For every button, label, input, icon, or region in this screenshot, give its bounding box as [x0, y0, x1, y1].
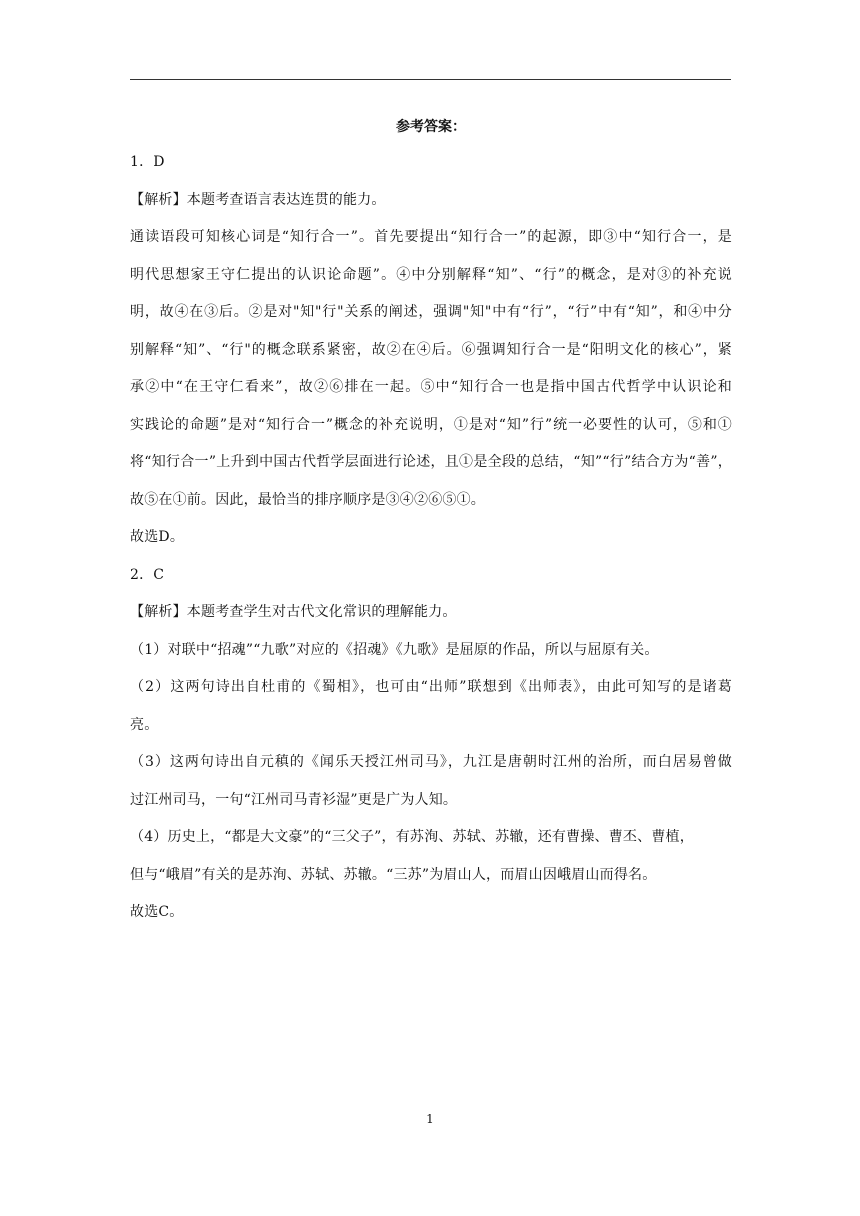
page-number: 1 [426, 1112, 434, 1126]
q1-analysis-line: 承②中“在王守仁看来”，故②⑥排在一起。⑤中“知行合一也是指中国古代哲学中认识论和 [130, 379, 732, 395]
q2-analysis-line: 过江州司马，一句“江州司马青衫湿”更是广为人知。 [130, 791, 458, 808]
question-2-answer: 2．C [130, 566, 165, 583]
page-title: 参考答案： [396, 119, 466, 135]
q2-analysis-line: （1）对联中“招魂”“九歌”对应的《招魂》《九歌》是屈原的作品，所以与屈原有关。 [130, 641, 659, 658]
q1-analysis-line: 实践论的命题”是对“知行合一”概念的补充说明，①是对“知”行”统一必要性的认可，⑤和① [130, 416, 732, 433]
header-rule [130, 79, 731, 80]
q1-analysis-line: 将“知行合一”上升到中国古代哲学层面进行论述，且①是全段的总结，“知”“行”结合方为“善”， [130, 454, 732, 470]
answer-content [130, 110, 732, 932]
q1-analysis-line: 通读语段可知核心词是“知行合一”。首先要提出“知行合一”的起源，即③中“知行合一，是 [130, 229, 732, 245]
q1-analysis-line: 别解释“知”、“行"的概念联系紧密，故②在④后。⑥强调知行合一是“阳明文化的核心”，紧 [130, 341, 732, 358]
q1-analysis-heading: 【解析】本题考查语言表达连贯的能力。 [130, 191, 386, 208]
q1-analysis-line: 故⑤在①前。因此，最恰当的排序顺序是③④②⑥⑤①。 [130, 491, 485, 508]
q2-analysis-line: （4）历史上，“都是大文豪”的“三父子”，有苏洵、苏轼、苏辙，还有曹操、曹丕、曹植， [130, 829, 694, 845]
q2-analysis-line: 亮。 [130, 716, 159, 733]
q2-analysis-line: （2）这两句诗出自杜甫的《蜀相》，也可由“出师”联想到《出师表》，由此可知写的是诸葛 [130, 679, 732, 695]
q2-analysis-line: 但与“峨眉”有关的是苏洵、苏轼、苏辙。“三苏”为眉山人，而眉山因峨眉山而得名。 [130, 866, 657, 883]
q1-analysis-line: 明代思想家王守仁提出的认识论命题”。④中分别解释“知”、“行”的概念，是对③的补充说 [130, 266, 732, 283]
q1-conclusion: 故选D。 [130, 529, 185, 545]
q2-analysis-line: （3）这两句诗出自元稹的《闻乐天授江州司马》，九江是唐朝时江州的治所，而白居易曾做 [130, 754, 732, 770]
q2-analysis-heading: 【解析】本题考查学生对古代文化常识的理解能力。 [130, 604, 457, 620]
q2-conclusion: 故选C。 [130, 904, 184, 920]
q1-analysis-line: 明，故④在③后。②是对"知"行"关系的阐述，强调"知"中有“行”，“行”中有“知”，和④中分 [130, 304, 732, 320]
question-1-answer: 1．D [130, 154, 165, 170]
